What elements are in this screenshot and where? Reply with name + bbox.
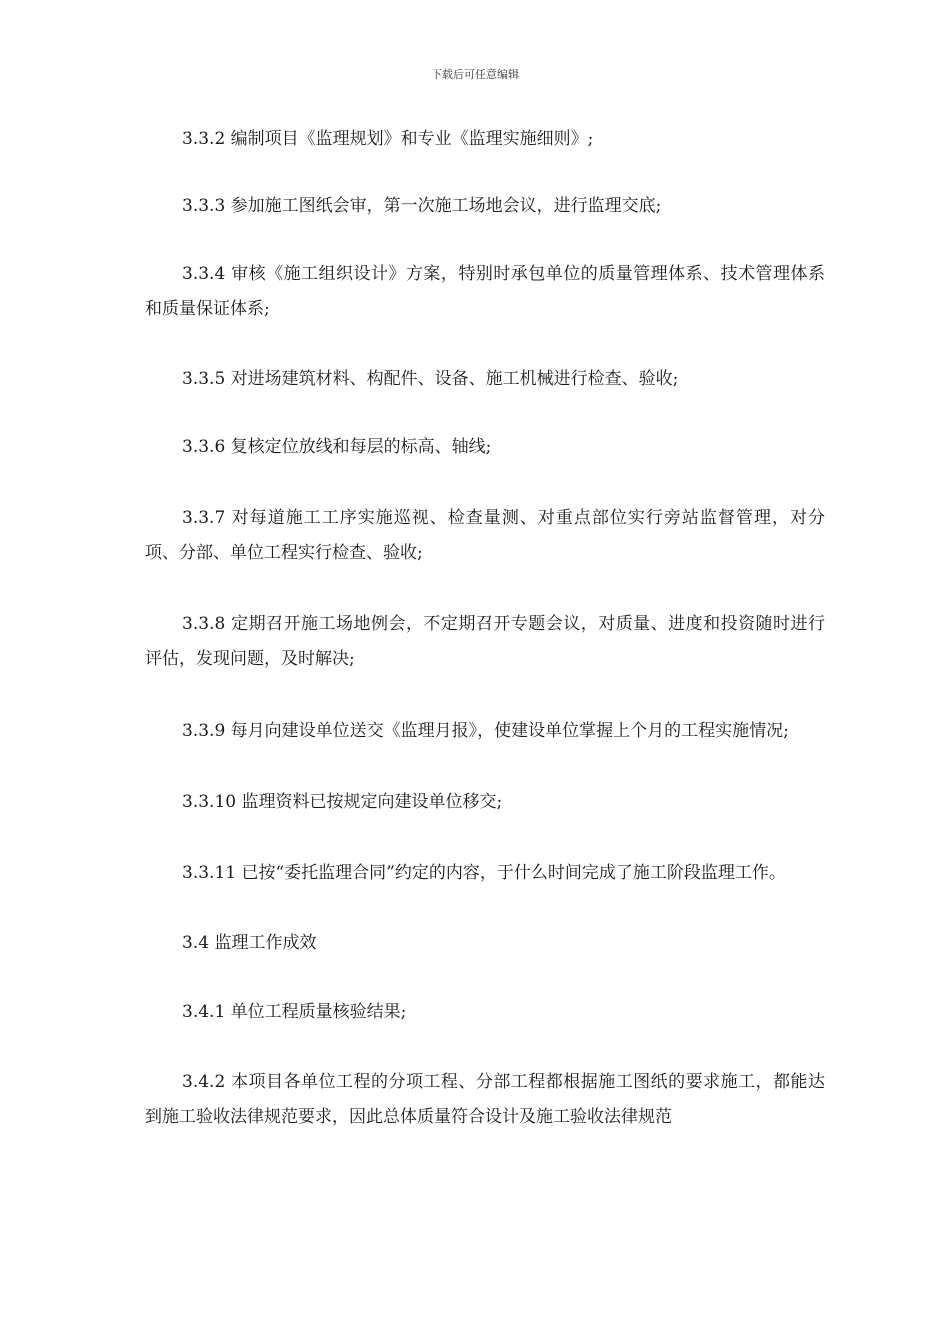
paragraph-3-3-11: 3.3.11 已按“委托监理合同”约定的内容，于什么时间完成了施工阶段监理工作。 (182, 863, 786, 883)
paragraph-3-3-10: 3.3.10 监理资料已按规定向建设单位移交; (182, 792, 503, 812)
paragraph-3-3-4: 3.3.4 审核《施工组织设计》方案，特别时承包单位的质量管理体系、技术管理体系和质量保证体系; (145, 264, 825, 319)
paragraph-3-4-1: 3.4.1 单位工程质量核验结果; (182, 1002, 407, 1022)
paragraph-3-3-5: 3.3.5 对进场建筑材料、构配件、设备、施工机械进行检查、验收; (182, 369, 679, 389)
paragraph-3-3-7: 3.3.7 对每道施工工序实施巡视、检查量测、对重点部位实行旁站监督管理，对分项、分部、单位工程实行检查、验收; (145, 508, 825, 563)
page-header: 下载后可任意编辑 (431, 68, 519, 81)
paragraph-3-3-9: 3.3.9 每月向建设单位送交《监理月报》，使建设单位掌握上个月的工程实施情况; (182, 721, 789, 741)
document-body (145, 122, 825, 1135)
paragraph-3-4-2: 3.4.2 本项目各单位工程的分项工程、分部工程都根据施工图纸的要求施工，都能达到施工验收法律规范要求，因此总体质量符合设计及施工验收法律规范 (145, 1072, 825, 1127)
paragraph-3-3-8: 3.3.8 定期召开施工场地例会，不定期召开专题会议，对质量、进度和投资随时进行评估，发现问题，及时解决; (145, 614, 825, 669)
paragraph-3-3-6: 3.3.6 复核定位放线和每层的标高、轴线; (182, 437, 492, 457)
paragraph-3-3-3: 3.3.3 参加施工图纸会审，第一次施工场地会议，进行监理交底; (182, 196, 662, 216)
section-heading-3-4: 3.4 监理工作成效 (182, 933, 317, 953)
paragraph-3-3-2: 3.3.2 编制项目《监理规划》和专业《监理实施细则》; (182, 129, 594, 149)
